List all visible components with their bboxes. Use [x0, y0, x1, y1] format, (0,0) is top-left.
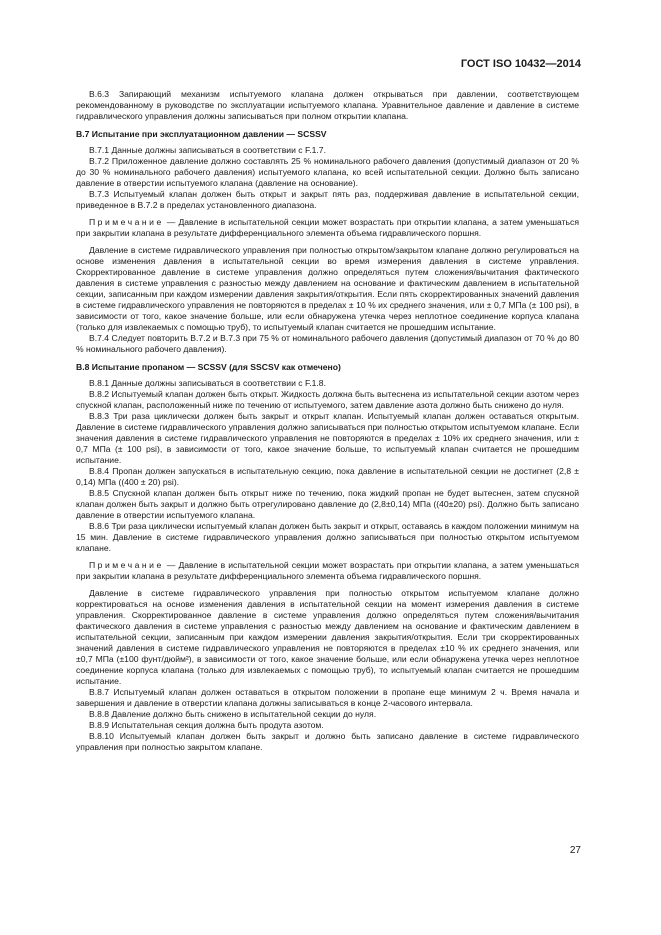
note-lead: Примечание: [89, 217, 164, 227]
body-paragraph: В.8.1 Данные должны записываться в соответствии с F.1.8.: [89, 378, 326, 388]
body-paragraph: В.8.9 Испытательная секция должна быть продута азотом.: [89, 720, 324, 730]
note-paragraph: [76, 560, 579, 582]
section-heading: В.8 Испытание пропаном — SCSSV (для SSCSV как отмечено): [76, 362, 341, 372]
body-paragraph: В.8.10 Испытуемый клапан должен быть закрыт и должно быть записано давление в системе гидравлического управления при полностью закрытом клапане.: [76, 731, 579, 752]
body-paragraph: Давление в системе гидравлического управления при полностью открытом испытуемом клапане должно корректироваться на основе изменения давления в испытательной секции на момент измерения давления в системе управления. Скорректированное давление в системе управления должно определяться путем сложения/вычитания фактического давления в системе управления с разностью между давлением на основание и фактическим давлением в испытательной секции, записанным при каждом измерении давления закрытия/открытия. Если три скорректированных значений давления в системе гидравлического управления не повторяются в пределах ±10 % их среднего значения, или ±0,7 МПа (±100 фунт/дюйм²), в зависимости от того, какое значение больше, или если обнаружена утечка через неплотное соединение корпуса клапана (только для извлекаемых с помощью труб), то испытуемый клапан считается не прошедшим испытание.: [76, 588, 579, 686]
body-paragraph: В.6.3 Запирающий механизм испытуемого клапана должен открываться при давлении, соответствующем рекомендованному в руководстве по эксплуатации испытуемого клапана. Уравнительное давление и давление в системе гидравлического управления должны записываться при полном открытии клапана.: [76, 89, 579, 121]
body-paragraph: В.8.8 Давление должно быть снижено в испытательной секции до нуля.: [89, 709, 377, 719]
body-paragraph: В.8.6 Три раза циклически испытуемый клапан должен быть закрыт и открыт, оставаясь в каждом положении минимум на 15 мин. Давление в системе гидравлического управления должно записываться при полностью открытом испытуемом клапане.: [76, 521, 579, 553]
body-paragraph: В.7.4 Следует повторить В.7.2 и В.7.3 при 75 % от номинального рабочего давления (допустимый диапазон от 70 % до 80 % номинального рабочего давления).: [76, 333, 579, 354]
note-lead: Примечание: [89, 560, 164, 570]
document-code-header: ГОСТ ISO 10432—2014: [460, 58, 581, 70]
body-paragraph: В.8.5 Спускной клапан должен быть открыт ниже по течению, пока жидкий пропан не будет вытеснен, затем спускной клапан должен быть закрыт и должно быть отрегулировано давление до (2,8±0,14) МПа ((40±20) psi). Должно быть записано давление в отверстии испытуемого клапана.: [76, 488, 579, 520]
note-text: — Давление в испытательной секции может возрастать при открытии клапана, а затем уменьшаться при закрытии клапана в результате дифференциального элемента объема гидравлического поршня.: [76, 560, 579, 581]
body-paragraph: Давление в системе гидравлического управления при полностью открытом/закрытом клапане должно регулироваться на основе изменения давления в испытательной секции во время измерения давления в системе управления. Скорректированное давление в системе управления должно определяться путем сложения/вычитания фактического давления в системе управления с разностью между давлением на основание и фактическим давлением в испытательной секции, записанным при каждом измерении давления закрытия/открытия. Если пять скорректированных значений давления в системе гидравлического управления не повторяются в пределах ± 10 % их среднего значения, или ± 0,7 МПа (± 100 psi), в зависимости от того, какое значение больше, или если обнаружена утечка через неплотное соединение корпуса клапана (только для извлекаемых с помощью труб), то испытуемый клапан считается не прошедшим испытание.: [76, 245, 579, 332]
body-paragraph: В.8.3 Три раза циклически должен быть закрыт и открыт клапан. Испытуемый клапан должен оставаться открытым. Давление в системе гидравлического управления должно записываться при полностью открытом испытуемом клапане. Если значения давления в системе гидравлического управления не повторяются в пределах ± 10% их среднего значения, или ± 0,7 МПа (± 100 psi), в зависимости от того, какое значение больше, то испытуемый клапан считается не прошедшим испытание.: [76, 411, 579, 465]
note-text: — Давление в испытательной секции может возрастать при открытии клапана, а затем уменьшаться при закрытии клапана в результате дифференциального элемента объема гидравлического поршня.: [76, 217, 579, 238]
note-paragraph: [76, 217, 579, 239]
body-paragraph: В.7.3 Испытуемый клапан должен быть открыт и закрыт пять раз, поддерживая давление в испытательной секции, приведенное в В.7.2 в пределах установленного диапазона.: [76, 189, 579, 210]
document-body: [76, 89, 579, 753]
body-paragraph: В.7.1 Данные должны записываться в соответствии с F.1.7.: [89, 145, 326, 155]
body-paragraph: В.7.2 Приложенное давление должно составлять 25 % номинального рабочего давления (допустимый диапазон от 20 % до 30 % номинального рабочего давления) испытуемого клапана, ко всей испытательной секции. Должно быть записано давление в отверстии испытуемого клапана (давление на основание).: [76, 156, 579, 188]
page-number: 27: [569, 845, 581, 856]
section-heading: В.7 Испытание при эксплуатационном давлении — SCSSV: [76, 129, 327, 139]
body-paragraph: В.8.2 Испытуемый клапан должен быть открыт. Жидкость должна быть вытеснена из испытательной секции азотом через спускной клапан, расположенный ниже по течению от испытуемого, затем давление азота должно быть снижено до нуля.: [76, 389, 579, 410]
body-paragraph: В.8.7 Испытуемый клапан должен оставаться в открытом положении в пропане еще минимум 2 ч. Время начала и завершения и давление в отверстии клапана должны записываться в конце 2-часового интервала.: [76, 687, 579, 708]
body-paragraph: В.8.4 Пропан должен запускаться в испытательную секцию, пока давление в испытательной секции не достигнет (2,8 ± 0,14) МПа ((400 ± 20) psi).: [76, 466, 579, 487]
